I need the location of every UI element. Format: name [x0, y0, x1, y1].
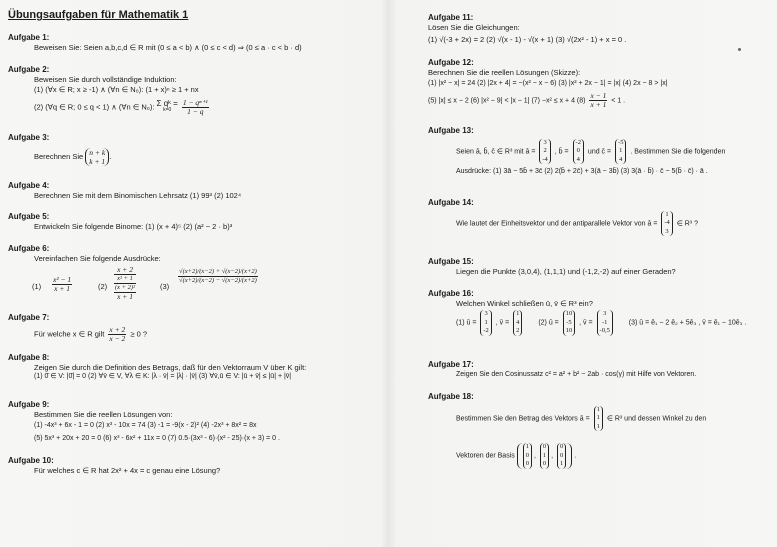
exercise-heading: Aufgabe 4:: [8, 181, 50, 190]
exercise-heading: Aufgabe 15:: [428, 257, 474, 266]
exercise-heading: Aufgabe 8:: [8, 353, 50, 362]
scan-speck: [738, 48, 741, 51]
vec-component: 1: [596, 414, 600, 421]
sum-expr: Σ qᵏ =: [156, 99, 178, 108]
expr-prefix: (2) ū =: [538, 319, 559, 327]
vec-component: 2: [516, 327, 520, 334]
exercise-12: [428, 58, 668, 109]
vec-component: -2: [483, 327, 489, 334]
denominator: x + 1: [54, 284, 71, 293]
expr-tail: < 1 .: [611, 96, 626, 104]
vector-u2: [563, 310, 576, 336]
exercise-line: (1) 0̄ ∈ V: |0̄| = 0 (2) ∀v̄ ∈ V, ∀λ ∈ K: |λ · v̄| = |λ| · |v̄| (3) ∀v̄,ū ∈ V: |ū + v̄| ≤ |ū| + |v̄|: [34, 373, 292, 380]
exercise-line: [8, 99, 211, 116]
vec-component: 1: [665, 210, 669, 218]
numerator: 1 − qⁿ⁺¹: [182, 97, 208, 107]
vec-component: 2: [543, 147, 547, 154]
numerator: x + 2: [114, 266, 136, 275]
vec-component: 1: [525, 443, 529, 450]
vector-a: [661, 211, 672, 237]
exercise-8: [8, 353, 306, 382]
vec-component: 0: [542, 460, 547, 467]
inner-numerator: x² + 1: [114, 275, 136, 284]
denominator: x − 2: [109, 333, 126, 343]
exercise-heading: Aufgabe 14:: [428, 198, 474, 207]
exercise-text: Zeigen Sie durch die Definition des Betrags, daß für den Vektorraum V über K gilt:: [34, 362, 307, 372]
vec-component: 3: [603, 310, 607, 317]
binom-top: n + k: [89, 147, 106, 157]
fraction: [589, 92, 607, 109]
vec-component: 4: [619, 155, 623, 163]
vec-component: 10: [565, 327, 573, 334]
vec-component: 1: [516, 310, 520, 317]
exercise-text: Liegen die Punkte (3,0,4), (1,1,1) und (-1,2,-2) auf einer Geraden?: [456, 266, 676, 276]
vector-b: [573, 139, 584, 165]
page-title: Übungsaufgaben für Mathematik 1: [8, 9, 189, 21]
exercise-line: [428, 139, 725, 165]
exercise-line: (1) |x² − x| = 24 (2) |2x + 4| = −(x² − x − 6) (3) |x² + 2x − 1| = |x| (4) 2x − 8 > |x|: [428, 80, 668, 87]
vector-u1: [480, 310, 491, 336]
sum-limit: k=0: [163, 107, 172, 113]
expr-prefix: Seien ā, b̄, c̄ ∈ R³ mit ā =: [456, 148, 536, 156]
vector-a: [594, 406, 603, 432]
exercise-text: Beweisen Sie: Seien a,b,c,d ∈ R mit (0 ≤ a < b) ∧ (0 ≤ c < d) ⇒ (0 ≤ a · c < b · d): [34, 42, 302, 52]
expr-list: (5) |x| ≤ x − 2 (6) |x² − 9| < |x − 1| (7) −x² ≤ x + 4 (8): [428, 96, 586, 104]
vec-component: 10: [565, 310, 573, 317]
expr-label: (2): [98, 282, 108, 291]
expressions-row: [8, 265, 257, 312]
expr-sep: , v̄ =: [579, 319, 593, 327]
expr-tail: ∈ R³ und dessen Winkel zu den: [606, 415, 707, 423]
exercise-11: [428, 13, 626, 45]
exercise-line: Ausdrücke: (1) 3ā − 5b̄ + 3c̄ (2) 2(b̄ + 2c̄) + 3(ā − 3b̄) (3) 3(ā · b̄) · c̄ − 5(b̄ · c̄) · ā .: [456, 168, 708, 175]
expr-sep: , b̄ =: [554, 148, 569, 156]
exercise-text: Lösen Sie die Gleichungen:: [428, 22, 520, 32]
vec-component: -5: [618, 138, 624, 146]
exercise-heading: Aufgabe 9:: [8, 400, 50, 409]
numerator: x² − 1: [53, 275, 72, 284]
vec-component: 0: [542, 443, 547, 450]
vec-component: 4: [576, 155, 580, 163]
sum-symbol: [157, 100, 178, 114]
exercise-line: [428, 310, 746, 336]
exercise-14: [428, 198, 698, 236]
exercise-text: Vektoren der Basis: [456, 452, 515, 460]
basis-set: 1 0 0 , 0 1 0 , 0 0 1: [517, 443, 573, 469]
vec-component: 1: [596, 405, 600, 413]
vec-component: 0: [576, 147, 580, 154]
exercise-text: Entwickeln Sie folgende Binome: (1) (x + 4)⁵ (2) (a² − 2 · b)³: [34, 221, 233, 231]
denominator: x + 1: [117, 292, 133, 301]
exercise-text: Berechnen Sie: [34, 151, 84, 161]
exercise-text: Wie lautet der Einheitsvektor und der antiparallele Vektor von ā =: [456, 220, 658, 228]
exercise-line: [8, 326, 147, 343]
binom-bottom: k + 1: [89, 156, 106, 166]
vec-component: 3: [484, 310, 488, 317]
vec-component: 4: [516, 318, 520, 326]
basis-vector-e3: [557, 443, 566, 469]
exercise-text: Vereinfachen Sie folgende Ausdrücke:: [34, 253, 161, 263]
exercise-text: Berechnen Sie die reellen Lösungen (Skizze):: [428, 67, 581, 77]
vector-a: [539, 139, 550, 165]
exercise-text: Bestimmen Sie den Betrag des Vektors ā =: [456, 415, 590, 423]
expr-prefix: (1) ū =: [456, 319, 477, 327]
vec-component: -4: [542, 155, 548, 163]
exercise-text: Welchen Winkel schließen ū, v̄ ∈ R³ ein?: [456, 298, 593, 308]
binomial-coefficient: [85, 148, 109, 166]
exercise-line: [428, 211, 698, 237]
vector-v2: [597, 310, 613, 336]
exercise-heading: Aufgabe 11:: [428, 13, 474, 22]
vec-component: -0,5: [599, 327, 610, 334]
numerator: x − 1: [590, 90, 607, 100]
exercise-heading: Aufgabe 18:: [428, 392, 474, 401]
expr-label: (1): [32, 282, 42, 291]
basis-vector-e1: [523, 443, 532, 469]
expr-tail: ≥ 0 ?: [130, 328, 148, 338]
expr-prefix: (2) (∀q ∈ R; 0 ≤ q < 1) ∧ (∀n ∈ N₀):: [34, 101, 155, 111]
exercise-heading: Aufgabe 5:: [8, 212, 50, 221]
exercise-heading: Aufgabe 2:: [8, 65, 50, 74]
exercise-heading: Aufgabe 7:: [8, 313, 50, 322]
exercise-15: [428, 257, 676, 276]
exercise-text: Beweisen Sie durch vollständige Induktion:: [34, 74, 177, 84]
vec-component: 3: [665, 227, 669, 235]
vec-component: -5: [566, 318, 572, 326]
fraction: [108, 326, 126, 343]
exercise-line: [428, 406, 706, 432]
exercise-18: [428, 392, 706, 469]
exercise-heading: Aufgabe 3:: [8, 133, 50, 142]
exercise-7: [8, 313, 147, 343]
exercise-9: [8, 400, 280, 443]
exercise-10: [8, 456, 220, 475]
vec-component: 0: [525, 460, 529, 467]
expr-sep: und c̄ =: [587, 148, 612, 156]
exercise-1: [8, 33, 302, 52]
exercise-line: [428, 443, 706, 469]
exercise-heading: Aufgabe 13:: [428, 126, 474, 135]
denominator: x + 1: [590, 99, 607, 109]
vec-component: 1: [596, 422, 600, 430]
vec-component: -2: [575, 138, 581, 146]
vec-component: 0: [525, 451, 529, 459]
exercise-17: [428, 360, 696, 379]
exercise-line: (1) -4x³ + 6x - 1 = 0 (2) x³ - 10x = 74 (3) -1 = -9(x - 2)² (4) -2x³ + 8x² = 8x: [34, 422, 257, 429]
exercise-13: [428, 126, 725, 177]
vec-component: 1: [484, 318, 488, 326]
expr-tail: . Bestimmen Sie die folgenden: [630, 148, 726, 156]
expr-label: (3): [160, 282, 170, 291]
expr-sep: , v̄ =: [495, 319, 510, 327]
exercise-text: Berechnen Sie mit dem Binomischen Lehrsatz (1) 99³ (2) 102⁴: [34, 190, 242, 200]
exercise-line: (1) √(-3 + 2x) = 2 (2) √(x - 1) - √(x + 1) (3) √(2x² - 1) + x = 0 .: [428, 35, 627, 44]
exercise-text: Für welches c ∈ R hat 2x² + 4x = c genau eine Lösung?: [34, 465, 221, 475]
exercise-2: [8, 65, 211, 116]
inner-denominator: (x + 2)²: [115, 284, 136, 291]
exercise-heading: Aufgabe 1:: [8, 33, 50, 42]
exercise-text: Für welche x ∈ R gilt: [34, 328, 105, 338]
denominator: 1 − q: [187, 106, 204, 116]
root-fraction: [178, 268, 258, 285]
exercise-heading: Aufgabe 17:: [428, 360, 474, 369]
exercise-line: Berechnen Sie n + k k + 1 .: [34, 147, 112, 166]
exercise-4: [8, 181, 241, 200]
vec-component: 0: [560, 451, 564, 459]
exercise-text: Bestimmen Sie die reellen Lösungen von:: [34, 409, 173, 419]
vec-component: 1: [542, 451, 547, 459]
denominator: √(x+2)/(x−2) − √(x−2)/(x+2): [179, 277, 257, 284]
vec-component: -1: [601, 318, 608, 326]
vec-component: -4: [664, 219, 670, 226]
expr-tail: .: [574, 452, 577, 460]
vec-component: 0: [560, 443, 564, 450]
expr-tail: ∈ R³ ?: [676, 220, 698, 228]
vector-v1: [513, 310, 522, 336]
exercise-heading: Aufgabe 6:: [8, 244, 50, 253]
vec-component: 1: [560, 460, 564, 467]
exercise-text: Zeigen Sie den Cosinussatz c² = a² + b² − 2ab · cos(γ) mit Hilfe von Vektoren.: [456, 370, 697, 378]
exercise-5: [8, 212, 232, 231]
exercise-heading: Aufgabe 12:: [428, 58, 474, 67]
vector-c: [615, 139, 626, 165]
vec-component: 1: [619, 147, 623, 154]
exercise-heading: Aufgabe 10:: [8, 456, 54, 465]
exercise-line: (1) (∀x ∈ R; x ≥ -1) ∧ (∀n ∈ N₀): (1 + x)ⁿ ≥ 1 + nx: [34, 85, 199, 94]
vec-component: 3: [543, 138, 547, 146]
fraction: [182, 99, 209, 116]
exercise-line: [428, 92, 668, 109]
exercise-heading: Aufgabe 16:: [428, 289, 474, 298]
exercise-6: [8, 244, 257, 312]
exercise-16: [428, 289, 746, 336]
basis-vector-e2: [540, 443, 549, 469]
exercise-line: (5) 5x³ + 20x + 20 = 0 (6) x³ - 6x² + 11x = 0 (7) 0.5·(3x³ - 6)·(x² - 25)·(x + 3) = 0 .: [34, 434, 280, 442]
expr-text: (3) ū = ē₁ − 2 ē₂ + 5ē₃ , v̄ = ē₁ − 10ē₃ .: [628, 319, 747, 327]
compound-fraction: [114, 266, 136, 301]
numerator: √(x+2)/(x−2) + √(x−2)/(x+2): [179, 268, 257, 275]
exercise-3: [8, 133, 111, 166]
fraction: [52, 276, 72, 293]
numerator: x + 2: [109, 324, 126, 334]
